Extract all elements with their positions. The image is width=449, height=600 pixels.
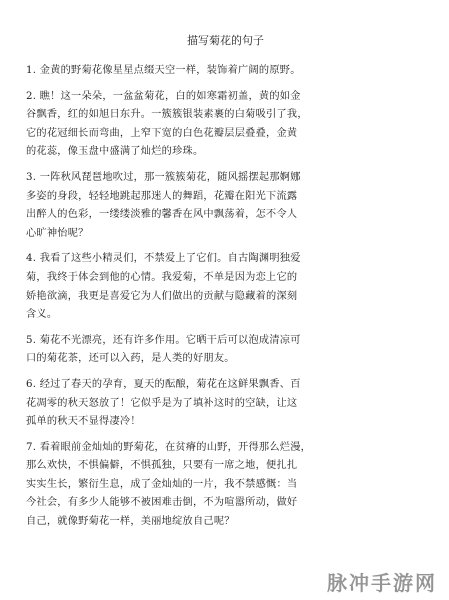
paragraph-line: 今社会，有多少人能够不被困难击倒，不为喧嚣所动，做好 bbox=[26, 497, 298, 509]
paragraph-line: 菊，我终于体会到他的心情。我爱菊，不单是因为恋上它的 bbox=[26, 271, 298, 283]
paragraph-line: 自己，就像野菊花一样，美丽地绽放自己呢？ bbox=[26, 516, 235, 528]
paragraph-line: 多姿的身段，轻轻地跳起那迷人的舞蹈，花瓣在阳光下流露 bbox=[26, 190, 298, 202]
paragraph-line: 4. 我看了这些小精灵们，不禁爱上了它们。自古陶渊明独爱 bbox=[26, 253, 301, 265]
paragraph-1 bbox=[26, 62, 425, 81]
paragraph-line: 孤单的秋天不显得凄冷！ bbox=[26, 416, 141, 428]
paragraph-line: 谷飘香，红的如旭日东升。一簇簇银装素裹的白菊吸引了我， bbox=[26, 109, 308, 121]
paragraph-line: 6. 经过了春天的孕育，夏天的酝酿，菊花在这鲜果飘香、百 bbox=[26, 378, 301, 390]
paragraph-line: 2. 瞧！这一朵朵，一盆盆菊花，白的如寒霜初盖，黄的如金 bbox=[26, 90, 301, 102]
paragraph-2 bbox=[26, 88, 425, 162]
paragraph-line: 花凋零的秋天怒放了！它似乎是为了填补这时的空缺，让这 bbox=[26, 397, 298, 409]
paragraph-line: 实实生长，繁衍生息，成了金灿灿的一片，我不禁感慨：当 bbox=[26, 478, 298, 490]
paragraph-4 bbox=[26, 250, 425, 324]
paragraph-line: 1. 金黄的野菊花像星星点缀天空一样，装饰着广阔的原野。 bbox=[26, 65, 301, 76]
page-title: 描写菊花的句子 bbox=[187, 34, 264, 47]
paragraph-5 bbox=[26, 332, 425, 369]
paragraph-line: 那么欢快，不惧偏僻，不惧孤独，只要有一席之地，便扎扎 bbox=[26, 460, 298, 472]
paragraph-line: 5. 菊花不光漂亮，还有许多作用。它晒干后可以泡成清凉可 bbox=[26, 334, 301, 346]
paragraph-line: 3. 一阵秋风琵琶地吹过，那一簇簇菊花，随风摇摆起那婀娜 bbox=[26, 171, 301, 183]
site-watermark: 脉冲手游网 bbox=[327, 571, 437, 595]
paragraph-line: 出醉人的色彩，一缕缕淡雅的馨香在风中飘荡着，怎不令人 bbox=[26, 209, 298, 221]
paragraph-line: 7. 看着眼前金灿灿的野菊花，在贫瘠的山野，开得那么烂漫， bbox=[26, 441, 312, 453]
paragraph-6 bbox=[26, 376, 425, 432]
paragraph-3 bbox=[26, 169, 425, 243]
paragraph-line: 的花蕊，像玉盘中盛满了灿烂的珍珠。 bbox=[26, 146, 204, 158]
paragraph-7 bbox=[26, 439, 425, 532]
paragraph-line: 它的花冠细长而弯曲，上窄下宽的白色花瓣层层叠叠，金黄 bbox=[26, 127, 298, 139]
paragraph-line: 口的菊花茶，还可以入药，是人类的好朋友。 bbox=[26, 353, 235, 365]
paragraph-line: 心旷神怡呢？ bbox=[26, 227, 89, 239]
paragraph-line: 含义。 bbox=[26, 309, 58, 321]
paragraph-line: 娇艳欲滴，我更是喜爱它为人们做出的贡献与隐藏着的深刻 bbox=[26, 290, 298, 302]
